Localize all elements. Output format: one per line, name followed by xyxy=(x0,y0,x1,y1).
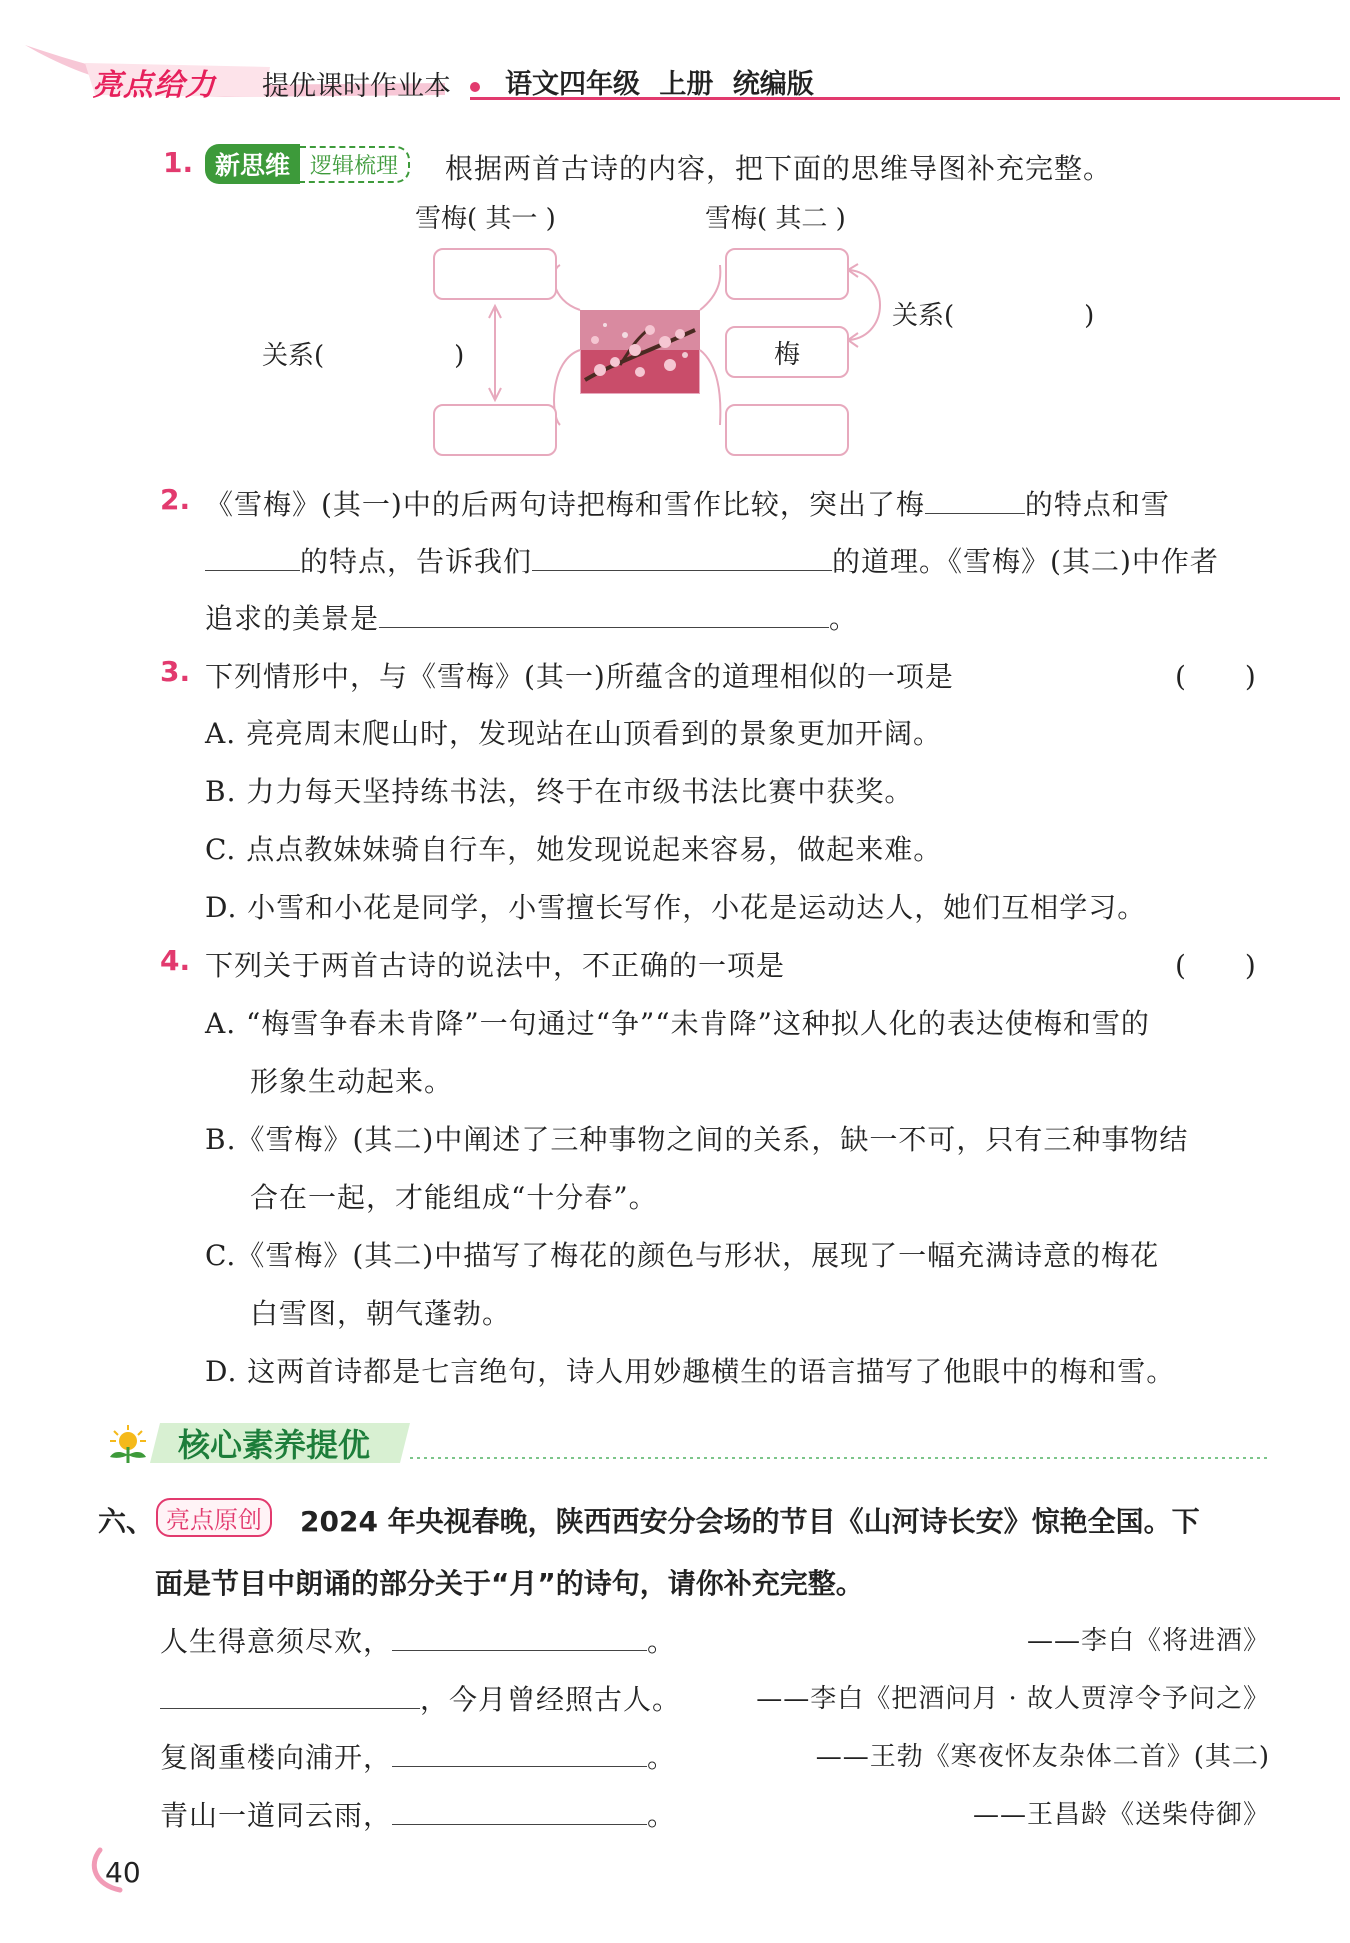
poem-3-after: 。 xyxy=(647,1741,677,1774)
q2-text-3a: 追求的美景是 xyxy=(205,602,380,635)
header-dot xyxy=(470,82,480,92)
q6-intro-line-1: 2024 年央视春晚，陕西西安分会场的节目《山河诗长安》惊艳全国。下 xyxy=(300,1505,1200,1538)
poem-line-3 xyxy=(160,1736,676,1776)
q2-text-1b: 的特点和雪 xyxy=(1024,488,1170,521)
badge-original-label: 亮点原创 xyxy=(156,1498,272,1537)
q2-text-1a: 《雪梅》(其一)中的后两句诗把梅和雪作比较，突出了梅 xyxy=(205,488,925,521)
poem-4-after: 。 xyxy=(647,1799,677,1832)
poem-4-before: 青山一道同云雨， xyxy=(160,1799,393,1832)
series-title: 提优课时作业本 xyxy=(262,71,451,102)
poem-3-blank[interactable] xyxy=(392,1738,647,1767)
question-number-2: 2. xyxy=(160,483,191,516)
poem-1-before: 人生得意须尽欢， xyxy=(160,1625,393,1658)
section-title: 核心素养提优 xyxy=(178,1426,371,1464)
q4-option-b-line-1: B.《雪梅》(其二)中阐述了三种事物之间的关系，缺一不可，只有三种事物结 xyxy=(205,1123,1189,1156)
q4-option-c-line-1: C.《雪梅》(其二)中描写了梅花的颜色与形状，展现了一幅充满诗意的梅花 xyxy=(205,1239,1160,1272)
q2-text-2b: 的道理。《雪梅》(其二)中作者 xyxy=(832,545,1219,578)
poem-line-4 xyxy=(160,1794,676,1834)
q4-option-a-line-2: 形象生动起来。 xyxy=(250,1065,454,1098)
poem-1-source: ——李白《将进酒》 xyxy=(1026,1626,1270,1656)
q2-blank-1[interactable] xyxy=(925,485,1025,514)
q3-option-a: A. 亮亮周末爬山时，发现站在山顶看到的景象更加开阔。 xyxy=(205,717,943,750)
mindmap-right-relation: 关系( ) xyxy=(892,301,1095,331)
poem-4-source: ——王昌龄《送柴侍御》 xyxy=(972,1800,1270,1830)
badge-main-label: 新思维 xyxy=(205,144,300,184)
q2-blank-3[interactable] xyxy=(532,542,832,571)
q4-option-d: D. 这两首诗都是七言绝句，诗人用妙趣横生的语言描写了他眼中的梅和雪。 xyxy=(205,1355,1176,1388)
mindmap-left-top-box[interactable] xyxy=(433,248,557,300)
q3-option-b: B. 力力每天坚持练书法，终于在市级书法比赛中获奖。 xyxy=(205,775,914,808)
poem-3-source: ——王勃《寒夜怀友杂体二首》(其二) xyxy=(815,1742,1270,1772)
poem-3-before: 复阁重楼向浦开， xyxy=(160,1741,393,1774)
page-number: 40 xyxy=(105,1856,141,1889)
q4-answer-paren[interactable]: ( ) xyxy=(1175,949,1257,982)
poem-2-after: ，今月曾经照古人。 xyxy=(420,1683,682,1716)
mindmap-left-relation: 关系( ) xyxy=(262,341,465,371)
badge-new-thinking xyxy=(205,145,410,183)
mindmap-plum-label: 梅 xyxy=(773,339,800,370)
question-number-4: 4. xyxy=(160,944,191,977)
q3-answer-paren[interactable]: ( ) xyxy=(1175,660,1257,693)
poem-1-after: 。 xyxy=(647,1625,677,1658)
question-text-3: 下列情形中，与《雪梅》(其一)所蕴含的道理相似的一项是 xyxy=(205,660,954,693)
brand-logo: 亮点给力 xyxy=(92,68,216,103)
subject-title: 语文四年级 上册 统编版 xyxy=(505,69,814,100)
q6-intro-line-2: 面是节目中朗诵的部分关于“月”的诗句，请你补充完整。 xyxy=(155,1567,864,1600)
q4-option-b-line-2: 合在一起，才能组成“十分春”。 xyxy=(250,1181,658,1214)
q3-option-d: D. 小雪和小花是同学，小雪擅长写作，小花是运动达人，她们互相学习。 xyxy=(205,891,1147,924)
question-2-line-2 xyxy=(205,540,1219,580)
sun-sprout-icon xyxy=(110,1425,146,1463)
poem-2-source: ——李白《把酒问月 · 故人贾淳令予问之》 xyxy=(756,1684,1270,1714)
question-text-1: 根据两首古诗的内容，把下面的思维导图补充完整。 xyxy=(445,152,1113,185)
poem-2-blank[interactable] xyxy=(160,1680,420,1709)
mindmap-left-title: 雪梅( 其一 ) xyxy=(415,204,556,234)
mindmap-right-title: 雪梅( 其二 ) xyxy=(705,204,846,234)
q2-text-2a: 的特点，告诉我们 xyxy=(300,545,533,578)
mindmap-right-bottom-box[interactable] xyxy=(725,404,849,456)
poem-line-1 xyxy=(160,1620,676,1660)
q2-blank-2[interactable] xyxy=(205,542,300,571)
question-2-line-3 xyxy=(205,597,858,637)
q4-option-a-line-1: A. “梅雪争春未肯降”一句通过“争”“未肯降”这种拟人化的表达使梅和雪的 xyxy=(205,1007,1150,1040)
question-2-line-1 xyxy=(205,483,1170,523)
mindmap-right-top-box[interactable] xyxy=(725,248,849,300)
q3-option-c: C. 点点教妹妹骑自行车，她发现说起来容易，做起来难。 xyxy=(205,833,943,866)
poem-4-blank[interactable] xyxy=(392,1796,647,1825)
poem-1-blank[interactable] xyxy=(392,1622,647,1651)
mindmap-right-middle-box xyxy=(725,326,849,378)
q2-text-3b: 。 xyxy=(829,602,859,635)
badge-sub-label: 逻辑梳理 xyxy=(300,146,410,183)
question-text-4: 下列关于两首古诗的说法中，不正确的一项是 xyxy=(205,949,786,982)
q4-option-c-line-2: 白雪图，朝气蓬勃。 xyxy=(250,1297,512,1330)
poem-line-2 xyxy=(160,1678,681,1718)
badge-original xyxy=(156,1498,272,1537)
plum-blossom-image xyxy=(580,310,700,394)
question-number-1: 1. xyxy=(163,146,194,179)
q2-blank-4[interactable] xyxy=(379,599,829,628)
question-number-6: 六、 xyxy=(98,1505,155,1538)
mindmap-left-bottom-box[interactable] xyxy=(433,404,557,456)
question-number-3: 3. xyxy=(160,655,191,688)
